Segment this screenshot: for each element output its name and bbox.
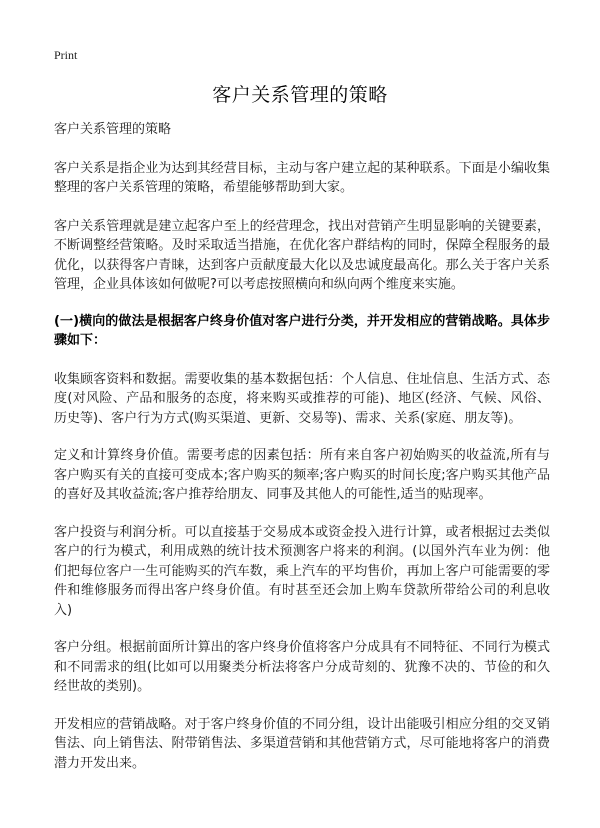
page-title: 客户关系管理的策略 — [212, 84, 388, 106]
step-paragraph-grouping: 客户分组。根据前面所计算出的客户终身价值将客户分成具有不同特征、不同行为模式和不同需求的组(比如可以用聚类分析法将客户分成苛刻的、犹豫不决的、节俭的和久经世故的类别)。 — [54, 640, 550, 694]
step-paragraph-lifetime-value: 定义和计算终身价值。需要考虑的因素包括：所有来自客户初始购买的收益流,所有与客户购买有关的直接可变成本;客户购买的频率;客户购买的时间长度;客户购买其他产品的喜好及其收益流;客户推荐给朋友、同事及其他人的可能性,适当的贴现率。 — [54, 448, 550, 502]
step-paragraph-collect-data: 收集顾客资料和数据。需要收集的基本数据包括：个人信息、住址信息、生活方式、态度(对风险、产品和服务的态度，将来购买或推荐的可能)、地区(经济、气候、风俗、历史等)、客户行为方式(购买渠道、更新、交易等)、需求、关系(家庭、朋友等)。 — [54, 371, 550, 426]
print-label: Print — [54, 48, 78, 62]
article-body — [54, 120, 550, 791]
intro-paragraph: 客户关系是指企业为达到其经营目标，主动与客户建立起的某种联系。下面是小编收集整理的客户关系管理的策略，希望能够帮助到大家。 — [54, 160, 550, 195]
article-subtitle: 客户关系管理的策略 — [54, 122, 172, 137]
section-heading: (一)横向的做法是根据客户终身价值对客户进行分类，并开发相应的营销战略。具体步骤如下： — [54, 313, 550, 348]
step-paragraph-marketing-strategy: 开发相应的营销战略。对于客户终身价值的不同分组，设计出能吸引相应分组的交叉销售法、向上销售法、附带销售法、多渠道营销和其他营销方式，尽可能地将客户的消费潜力开发出来。 — [54, 716, 550, 771]
step-paragraph-profit-analysis: 客户投资与利润分析。可以直接基于交易成本或资金投入进行计算，或者根据过去类似客户的行为模式，利用成熟的统计技术预测客户将来的利润。(以国外汽车业为例：他们把每位客户一生可能购买的汽车数，乘上汽车的平均售价，再加上客户可能需要的零件和维修服务而得出客户终身价值。有时甚至还会加上购车贷款所带给公司的利息收入) — [54, 524, 550, 618]
overview-paragraph: 客户关系管理就是建立起客户至上的经营理念，找出对营销产生明显影响的关键要素，不断调整经营策略。及时采取适当措施，在优化客户群结构的同时，保障全程服务的最优化，以获得客户青睐，达到客户贡献度最大化以及忠诚度最高化。那么关于客户关系管理，企业具体该如何做呢?可以考虑按照横向和纵向两个维度来实施。 — [54, 218, 550, 292]
